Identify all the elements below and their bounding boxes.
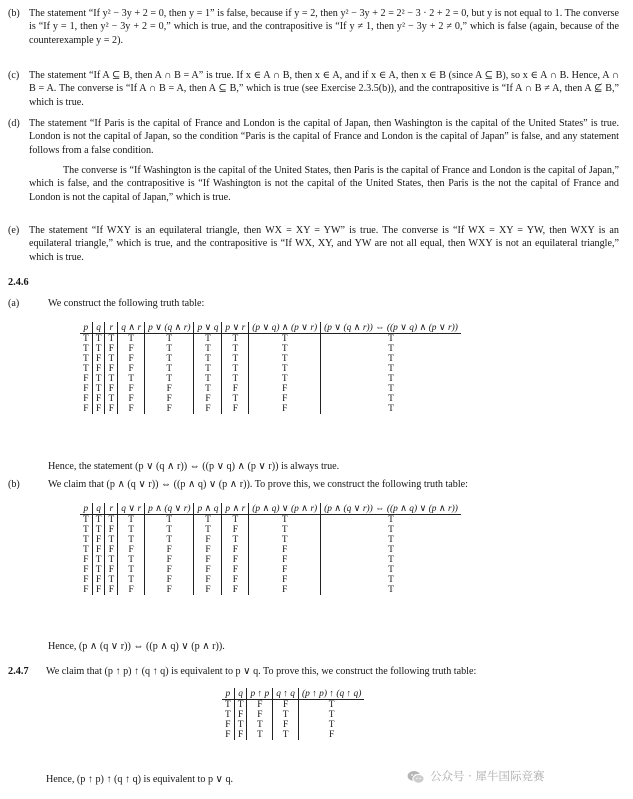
table-header-row (80, 503, 461, 515)
table-row (80, 374, 461, 384)
table-cell: T (118, 535, 145, 545)
table-row (80, 364, 461, 374)
column-header: p ∨ r (222, 322, 249, 334)
column-header: q ↑ q (273, 688, 299, 700)
table-cell: T (145, 354, 194, 364)
column-header: r (105, 503, 118, 515)
table-row (222, 710, 364, 720)
table-cell: T (83, 535, 89, 545)
table-cell: F (222, 525, 249, 535)
table-cell: F (225, 720, 231, 730)
watermark-text: 公众号 · 犀牛国际竞赛 (430, 769, 545, 783)
table-cell: T (105, 354, 118, 364)
table-cell: F (249, 565, 321, 575)
table-cell: T (105, 555, 118, 565)
table-cell: T (321, 334, 461, 345)
table-cell: F (83, 394, 89, 404)
table-cell: T (321, 555, 461, 565)
table-cell: T (249, 364, 321, 374)
table-cell: F (222, 545, 249, 555)
table-cell: F (222, 565, 249, 575)
table-cell: F (194, 555, 222, 565)
table-cell: T (105, 515, 118, 526)
table-cell: F (118, 545, 145, 555)
table-cell: F (105, 404, 118, 414)
column-header: q ∧ r (118, 322, 145, 334)
table-cell: T (222, 535, 249, 545)
table-cell: T (105, 575, 118, 585)
table-cell: F (83, 565, 89, 575)
table-cell: T (249, 374, 321, 384)
column-header: q (234, 688, 247, 700)
table-cell: T (321, 565, 461, 575)
table-cell: T (298, 710, 364, 720)
table-cell: F (118, 354, 145, 364)
table-cell: T (194, 344, 222, 354)
table-cell: F (105, 384, 118, 394)
table-cell: T (234, 700, 247, 711)
column-header: p ↑ p (247, 688, 273, 700)
table-cell: F (83, 585, 89, 595)
table-cell: T (118, 525, 145, 535)
table-cell: F (234, 710, 247, 720)
table-cell: F (194, 535, 222, 545)
table-cell: T (118, 555, 145, 565)
table-cell: T (247, 730, 273, 740)
table-cell: T (321, 364, 461, 374)
table-cell: T (118, 565, 145, 575)
table-cell: F (92, 364, 105, 374)
table-cell: F (92, 575, 105, 585)
table-row (80, 404, 461, 414)
table-cell: T (321, 384, 461, 394)
table-cell: F (105, 344, 118, 354)
table-cell: T (118, 575, 145, 585)
table-cell: F (145, 384, 194, 394)
table-cell: F (105, 364, 118, 374)
table-cell: F (83, 374, 89, 384)
part-label-a: (a) (8, 298, 20, 309)
table-cell: T (118, 334, 145, 345)
table-cell: T (321, 404, 461, 414)
column-header: p ∨ (q ∧ r) (145, 322, 194, 334)
table-cell: F (145, 565, 194, 575)
table-cell: F (105, 545, 118, 555)
table-row (80, 585, 461, 595)
column-header: q (92, 322, 105, 334)
table-cell: F (105, 525, 118, 535)
section-title-2-4-7: 2.4.7 (8, 666, 29, 677)
truth-table-nand (222, 688, 364, 740)
table-cell: T (321, 575, 461, 585)
table-cell: F (298, 730, 364, 740)
table-cell: T (83, 545, 89, 555)
table-cell: F (118, 585, 145, 595)
column-header: p (222, 688, 234, 700)
table-cell: T (247, 720, 273, 730)
table-cell: F (105, 565, 118, 575)
table-row (80, 394, 461, 404)
table-cell: F (145, 394, 194, 404)
table-cell: T (92, 384, 105, 394)
column-header: p (80, 322, 92, 334)
table-cell: F (249, 404, 321, 414)
item-b-text: The statement “If y² − 3y + 2 = 0, then y = 1” is false, because if y = 2, then y² − 3y + 2 = 2² − 3 · 2 + 2 = 0, but y is not equal to 1. The converse is “If y = 1, then y² − 3y + 2 = 0,” which is true, and the contrapositive is “If y ≠ 1, then y² − 3y + 2 ≠ 0,” which is false (again, because of the counterexample y = 2). (29, 8, 619, 46)
item-e-text: The statement “If WXY is an equilateral triangle, then WX = XY = YW” is true. The converse is “If WX = XY = YW, then WXY is an equilateral triangle,” which is true, and the contrapositive is “If WX, XY, and YW are not all equal, then WXY is not an equilateral triangle,” which is true. (29, 225, 619, 263)
table-row (80, 545, 461, 555)
table-cell: T (249, 334, 321, 345)
watermark (407, 766, 544, 786)
section-2-4-7-conclusion: Hence, (p ↑ p) ↑ (q ↑ q) is equivalent to p ∨ q. (46, 774, 234, 785)
table-cell: T (249, 344, 321, 354)
part-b-intro: We claim that (p ∧ (q ∨ r)) ⇔ ((p ∧ q) ∨ (p ∧ r)). To prove this, we construct the following truth table: (48, 479, 468, 490)
table-cell: F (247, 710, 273, 720)
table-cell: F (225, 730, 231, 740)
table-row (80, 565, 461, 575)
table-cell: F (118, 384, 145, 394)
table-cell: F (194, 394, 222, 404)
table-cell: T (145, 364, 194, 374)
table-cell: T (194, 374, 222, 384)
table-row (80, 535, 461, 545)
table-cell: F (273, 720, 299, 730)
item-d-paragraph-2: The converse is “If Washington is the capital of the United States, then Paris is the capital of France and London is the capital of Japan,” which is false, and the contrapositive is “If Washington is not the capital of the United States, then Paris is the not the capital of France and London is not the capital of Japan,” which is true. (29, 165, 619, 203)
table-cell: T (83, 354, 89, 364)
table-header-row (80, 322, 461, 334)
table-cell: T (194, 515, 222, 526)
table-cell: T (83, 515, 89, 525)
table-cell: T (321, 374, 461, 384)
table-cell: T (234, 720, 247, 730)
table-cell: T (225, 710, 231, 720)
item-label-d: (d) (8, 118, 20, 129)
table-cell: F (249, 585, 321, 595)
column-header: q ∨ r (118, 503, 145, 515)
table-cell: T (118, 515, 145, 526)
table-cell: T (321, 515, 461, 526)
table-cell: F (92, 404, 105, 414)
table-header-row (222, 688, 364, 700)
table-cell: F (105, 585, 118, 595)
table-cell: F (222, 404, 249, 414)
table-row (80, 354, 461, 364)
column-header: (p ∨ q) ∧ (p ∨ r) (249, 322, 321, 334)
table-cell: T (321, 535, 461, 545)
table-cell: T (194, 354, 222, 364)
table-cell: T (222, 354, 249, 364)
item-c-text: The statement “If A ⊆ B, then A ∩ B = A” is true. If x ∈ A ∩ B, then x ∈ A, and if x ∈ A, then x ∈ B (since A ⊆ B), so x ∈ A ∩ B. Hence, A ∩ B = A. The converse is “If A ∩ B = A, then A ⊆ B,” which is true (see Exercise 2.3.5(b)), and the contrapositive is “If A ∩ B ≠ A, then A ⊈ B,” which is true. (29, 70, 619, 108)
table-cell: T (321, 354, 461, 364)
column-header: p ∧ q (194, 503, 222, 515)
table-cell: T (222, 364, 249, 374)
column-header: p (80, 503, 92, 515)
table-cell: F (92, 535, 105, 545)
table-cell: F (83, 575, 89, 585)
table-cell: T (222, 344, 249, 354)
table-cell: T (249, 354, 321, 364)
table-cell: T (92, 565, 105, 575)
table-cell: T (249, 515, 321, 526)
table-cell: F (249, 575, 321, 585)
table-cell: F (249, 555, 321, 565)
wechat-icon (407, 770, 425, 784)
table-row (80, 515, 461, 526)
table-row (80, 334, 461, 345)
item-label-c: (c) (8, 70, 20, 81)
table-cell: F (118, 394, 145, 404)
table-cell: T (194, 384, 222, 394)
table-cell: T (118, 374, 145, 384)
table-cell: T (145, 374, 194, 384)
table-cell: T (249, 525, 321, 535)
table-row (222, 730, 364, 740)
table-cell: T (105, 334, 118, 345)
table-cell: F (92, 545, 105, 555)
column-header: r (105, 322, 118, 334)
table-row (80, 555, 461, 565)
table-cell: F (118, 364, 145, 374)
table-cell: T (145, 515, 194, 526)
table-cell: T (321, 545, 461, 555)
table-cell: T (298, 700, 364, 711)
part-a-conclusion: Hence, the statement (p ∨ (q ∧ r)) ⇔ ((p ∨ q) ∧ (p ∨ r)) is always true. (48, 461, 340, 472)
table-cell: T (225, 700, 231, 710)
table-cell: F (194, 585, 222, 595)
table-cell: F (145, 545, 194, 555)
table-cell: T (321, 525, 461, 535)
table-cell: F (92, 585, 105, 595)
item-label-b: (b) (8, 8, 20, 19)
table-cell: T (92, 515, 105, 526)
table-cell: T (83, 364, 89, 374)
table-cell: F (83, 555, 89, 565)
table-cell: F (194, 545, 222, 555)
table-cell: T (83, 344, 89, 354)
table-cell: T (194, 364, 222, 374)
table-row (222, 720, 364, 730)
table-cell: T (92, 374, 105, 384)
table-cell: T (249, 535, 321, 545)
table-cell: F (234, 730, 247, 740)
item-label-e: (e) (8, 225, 20, 236)
table-cell: T (92, 344, 105, 354)
table-cell: T (92, 334, 105, 345)
table-row (80, 525, 461, 535)
column-header: (p ∨ (q ∧ r)) ⇔ ((p ∨ q) ∧ (p ∨ r)) (321, 322, 461, 334)
section-title-2-4-6: 2.4.6 (8, 277, 29, 288)
table-cell: F (249, 394, 321, 404)
item-d-text: The statement “If Paris is the capital of France and London is the capital of Japan, then Washington is the capital of the United States” is true. London is not the capital of Japan, so the condition “Paris is the capital of France and London is the capital of Japan” is false, and any statement follows from a false condition. (29, 118, 619, 156)
table-cell: F (194, 565, 222, 575)
table-row (80, 384, 461, 394)
truth-table-distributive-and (80, 503, 461, 595)
table-row (80, 575, 461, 585)
table-cell: T (321, 344, 461, 354)
part-b-conclusion: Hence, (p ∧ (q ∨ r)) ⇔ ((p ∧ q) ∨ (p ∧ r)). (48, 641, 225, 652)
table-cell: F (92, 394, 105, 404)
table-cell: T (298, 720, 364, 730)
table-cell: T (321, 394, 461, 404)
table-cell: F (249, 545, 321, 555)
table-cell: F (247, 700, 273, 711)
section-2-4-7-intro: We claim that (p ↑ p) ↑ (q ↑ q) is equivalent to p ∨ q. To prove this, we construct the following truth table: (46, 666, 477, 677)
table-row (222, 700, 364, 711)
table-cell: T (222, 394, 249, 404)
table-cell: F (83, 384, 89, 394)
table-cell: F (145, 585, 194, 595)
table-cell: T (194, 334, 222, 345)
table-cell: T (273, 730, 299, 740)
table-cell: T (321, 585, 461, 595)
column-header: p ∨ q (194, 322, 222, 334)
table-cell: T (105, 535, 118, 545)
table-cell: T (194, 525, 222, 535)
table-cell: T (273, 710, 299, 720)
table-cell: F (194, 575, 222, 585)
table-cell: F (222, 575, 249, 585)
table-cell: F (92, 354, 105, 364)
column-header: p ∧ r (222, 503, 249, 515)
table-cell: T (222, 515, 249, 526)
part-label-b: (b) (8, 479, 20, 490)
table-cell: T (222, 334, 249, 345)
table-cell: T (145, 535, 194, 545)
table-cell: F (145, 575, 194, 585)
column-header: q (92, 503, 105, 515)
table-cell: T (105, 374, 118, 384)
table-cell: F (118, 344, 145, 354)
truth-table-distributive-or (80, 322, 461, 414)
table-cell: F (222, 555, 249, 565)
table-cell: F (83, 404, 89, 414)
table-cell: F (222, 585, 249, 595)
table-cell: T (92, 555, 105, 565)
column-header: (p ↑ p) ↑ (q ↑ q) (298, 688, 364, 700)
part-a-intro: We construct the following truth table: (48, 298, 205, 309)
table-cell: T (83, 525, 89, 535)
table-cell: T (92, 525, 105, 535)
table-cell: F (273, 700, 299, 711)
column-header: (p ∧ q) ∨ (p ∧ r) (249, 503, 321, 515)
table-cell: F (222, 384, 249, 394)
table-row (80, 344, 461, 354)
table-cell: T (145, 344, 194, 354)
table-cell: T (222, 374, 249, 384)
table-cell: T (145, 525, 194, 535)
table-cell: T (83, 334, 89, 344)
table-cell: F (145, 404, 194, 414)
table-cell: T (145, 334, 194, 345)
table-cell: T (105, 394, 118, 404)
table-cell: F (118, 404, 145, 414)
table-cell: F (249, 384, 321, 394)
table-cell: F (194, 404, 222, 414)
column-header: p ∧ (q ∨ r) (145, 503, 194, 515)
column-header: (p ∧ (q ∨ r)) ⇔ ((p ∧ q) ∨ (p ∧ r)) (321, 503, 461, 515)
table-cell: F (145, 555, 194, 565)
